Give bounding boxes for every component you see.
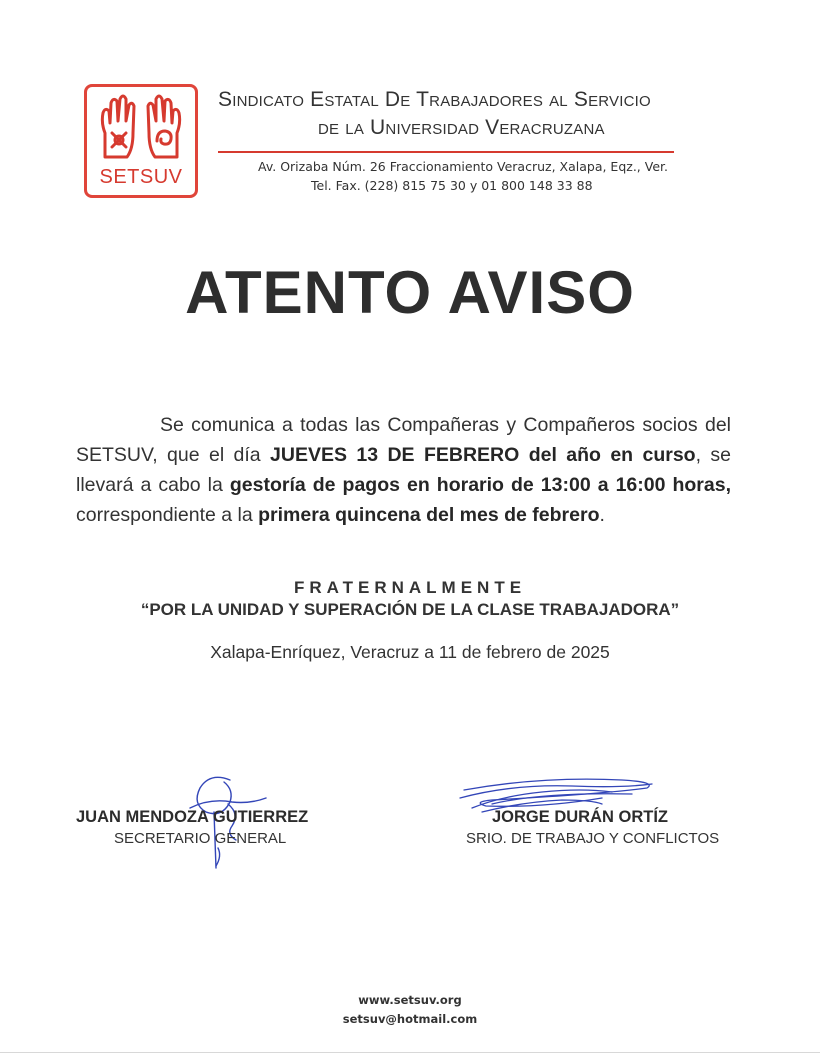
hands-emblem-icon <box>95 93 187 165</box>
scan-edge-line <box>0 1052 820 1053</box>
setsuv-logo <box>84 84 198 198</box>
phone-line: Tel. Fax. (228) 815 75 30 y 01 800 148 33 88 <box>311 178 593 193</box>
fraternal-closing: FRATERNALMENTE <box>293 578 527 597</box>
footer-website: www.setsuv.org <box>358 993 462 1007</box>
notice-title: ATENTO AVISO <box>185 259 635 326</box>
body-period-highlight: primera quincena del mes de febrero <box>258 504 600 526</box>
signatory-title-2: SRIO. DE TRABAJO Y CONFLICTOS <box>466 830 720 847</box>
notice-body <box>76 410 731 530</box>
logo-wordmark: SETSUV <box>99 166 183 188</box>
body-schedule-highlight: gestoría de pagos en horario de 13:00 a 16:00 horas, <box>229 474 731 496</box>
body-text: . <box>599 504 605 526</box>
signatory-name-2: JORGE DURÁN ORTÍZ <box>492 808 669 826</box>
body-text: Se comunica a todas las Compañeras y Compañeros socios del SETSUV, que el día <box>76 414 731 466</box>
organization-name-line-2: de la Universidad Veracruzana <box>318 116 605 139</box>
footer-email: setsuv@hotmail.com <box>342 1012 478 1026</box>
union-motto: “POR LA UNIDAD Y SUPERACIÓN DE LA CLASE TRABAJADORA” <box>140 600 680 619</box>
body-date-highlight: JUEVES 13 DE FEBRERO del año en curso <box>270 444 696 466</box>
organization-name-line-1: Sindicato Estatal De Trabajadores al Servicio <box>218 88 651 111</box>
header-divider <box>218 151 674 153</box>
address-line: Av. Orizaba Núm. 26 Fraccionamiento Veracruz, Xalapa, Eqz., Ver. <box>258 159 668 174</box>
signatory-title-1: SECRETARIO GENERAL <box>114 830 287 847</box>
signatory-name-1: JUAN MENDOZA GUTIERREZ <box>76 808 309 826</box>
body-text: , se llevará a cabo la <box>76 444 731 496</box>
place-and-date: Xalapa-Enríquez, Veracruz a 11 de febrero de 2025 <box>210 642 610 662</box>
body-text: correspondiente a la <box>76 504 259 526</box>
